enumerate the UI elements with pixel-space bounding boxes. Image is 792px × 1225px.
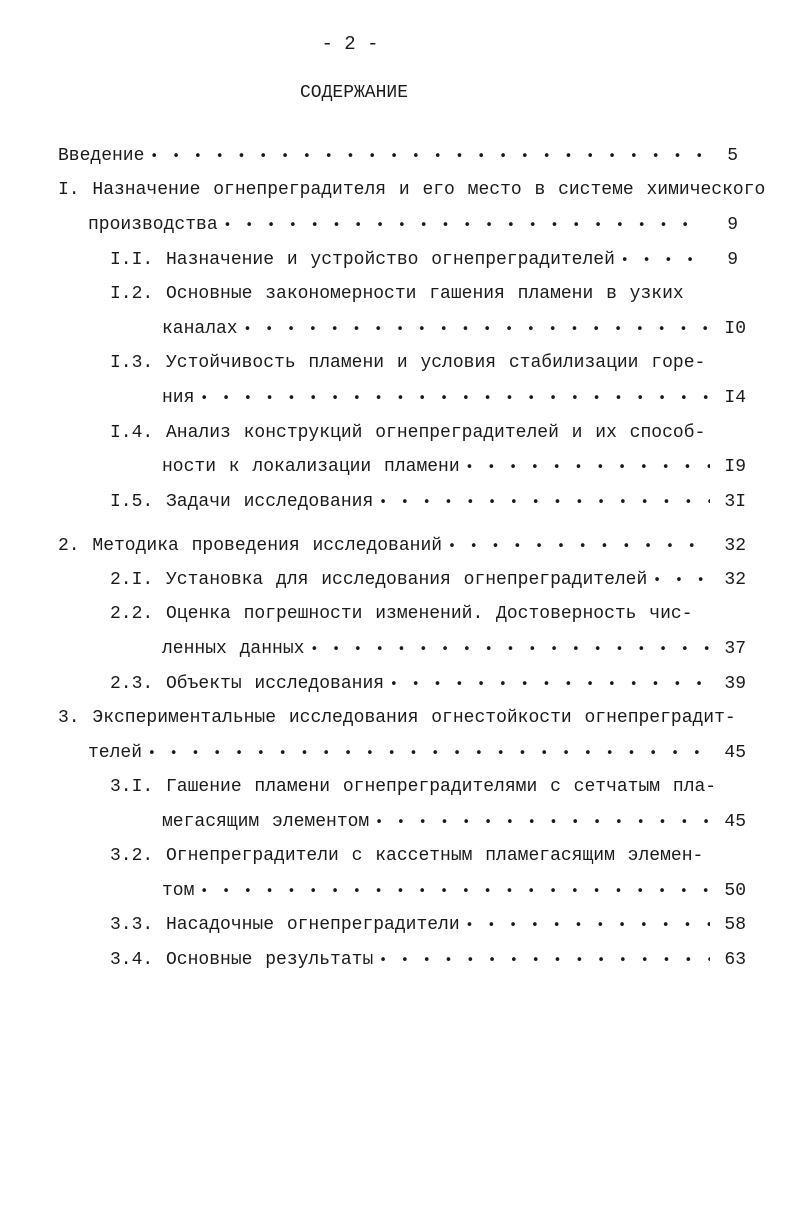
toc-entry-text: том xyxy=(162,881,195,901)
toc-leader-dots xyxy=(379,947,710,974)
toc-entry-page: 58 xyxy=(724,915,746,935)
toc-entry-text: I.5. Задачи исследования xyxy=(110,492,374,512)
toc-entry-page: 45 xyxy=(724,812,746,832)
toc-entry-page: 37 xyxy=(724,639,746,659)
toc-entry xyxy=(58,533,746,559)
toc-entry-page: I0 xyxy=(724,319,746,339)
toc-entry-text: телей xyxy=(88,743,143,763)
toc-entry-page: I9 xyxy=(724,457,746,477)
toc-entry xyxy=(162,385,746,411)
toc-entry-text: мегасящим элементом xyxy=(162,812,370,832)
toc-entry xyxy=(110,601,738,627)
toc-entry xyxy=(110,350,738,376)
toc-entry xyxy=(88,212,738,238)
toc-entry xyxy=(110,489,746,515)
toc-leader-dots xyxy=(653,567,710,594)
toc-entry xyxy=(162,454,746,480)
toc-entry-text: 3.2. Огнепреградители с кассетным пламегасящим элемен- xyxy=(110,846,704,866)
toc-entry xyxy=(110,947,746,973)
toc-leader-dots xyxy=(148,740,710,767)
toc-entry-text: 3. Экспериментальные исследования огнестойкости огнепреградит- xyxy=(58,708,736,728)
toc-leader-dots xyxy=(379,489,710,516)
toc-entry-text: 3.4. Основные результаты xyxy=(110,950,374,970)
toc-entry xyxy=(58,705,746,731)
toc-leader-dots xyxy=(448,533,710,560)
toc-leader-dots xyxy=(150,143,702,170)
toc-entry-text: 2.I. Установка для исследования огнепреградителей xyxy=(110,570,648,590)
toc-entry xyxy=(110,843,738,869)
toc-entry-text: I.2. Основные закономерности гашения пламени в узких xyxy=(110,284,684,304)
toc-entry xyxy=(110,420,738,446)
toc-leader-dots xyxy=(621,247,702,274)
toc-entry xyxy=(110,912,746,938)
toc-entry xyxy=(110,671,746,697)
toc-entry xyxy=(110,281,738,307)
toc-entry-text: ности к локализации пламени xyxy=(162,457,460,477)
toc-entry-page: I4 xyxy=(724,388,746,408)
toc-entry-text: 2.2. Оценка погрешности изменений. Достоверность чис- xyxy=(110,604,693,624)
toc-leader-dots xyxy=(244,316,710,343)
toc-entry xyxy=(110,247,738,273)
toc-entry xyxy=(162,636,746,662)
toc-entry-text: 3.3. Насадочные огнепреградители xyxy=(110,915,460,935)
toc-entry-text: ленных данных xyxy=(162,639,305,659)
toc-entry-text: I. Назначение огнепреградителя и его место в системе химического xyxy=(58,180,766,200)
toc-leader-dots xyxy=(390,671,710,698)
page-number: - 2 - xyxy=(321,33,379,55)
toc-entry-page: 63 xyxy=(724,950,746,970)
toc-leader-dots xyxy=(375,809,710,836)
toc-entry-page: 5 xyxy=(727,146,738,166)
toc-entry-text: производства xyxy=(88,215,218,235)
toc-entry-text: 2.3. Объекты исследования xyxy=(110,674,385,694)
toc-entry-page: 39 xyxy=(724,674,746,694)
toc-leader-dots xyxy=(200,878,710,905)
toc-entry xyxy=(58,177,766,203)
toc-leader-dots xyxy=(200,385,710,412)
toc-leader-dots xyxy=(466,454,710,481)
toc-leader-dots xyxy=(224,212,702,239)
toc-entry-page: 45 xyxy=(724,743,746,763)
toc-entry-page: 9 xyxy=(727,250,738,270)
toc-entry-page: 50 xyxy=(724,881,746,901)
toc-entry xyxy=(88,740,746,766)
toc-entry-page: 3I xyxy=(724,492,746,512)
toc-heading: СОДЕРЖАНИЕ xyxy=(299,83,409,103)
toc-entry-page: 32 xyxy=(724,536,746,556)
toc-entry-text: I.3. Устойчивость пламени и условия стабилизации горе- xyxy=(110,353,706,373)
toc-entry-text: каналах xyxy=(162,319,238,339)
toc-entry-text: I.I. Назначение и устройство огнепреградителей xyxy=(110,250,615,270)
toc-entry-text: I.4. Анализ конструкций огнепреградителей и их способ- xyxy=(110,423,706,443)
toc-entry xyxy=(162,316,746,342)
toc-entry xyxy=(58,143,738,169)
toc-entry xyxy=(110,567,746,593)
toc-entry-text: ния xyxy=(162,388,195,408)
toc-leader-dots xyxy=(310,636,710,663)
toc-entry-text: 3.I. Гашение пламени огнепреградителями с сетчатым пла- xyxy=(110,777,717,797)
toc-entry xyxy=(162,809,746,835)
toc-entry xyxy=(110,774,738,800)
toc-entry-text: Введение xyxy=(58,146,145,166)
toc-entry xyxy=(162,878,746,904)
toc-entry-text: 2. Методика проведения исследований xyxy=(58,536,443,556)
toc-leader-dots xyxy=(466,912,710,939)
toc-entry-page: 9 xyxy=(727,215,738,235)
toc-entry-page: 32 xyxy=(724,570,746,590)
